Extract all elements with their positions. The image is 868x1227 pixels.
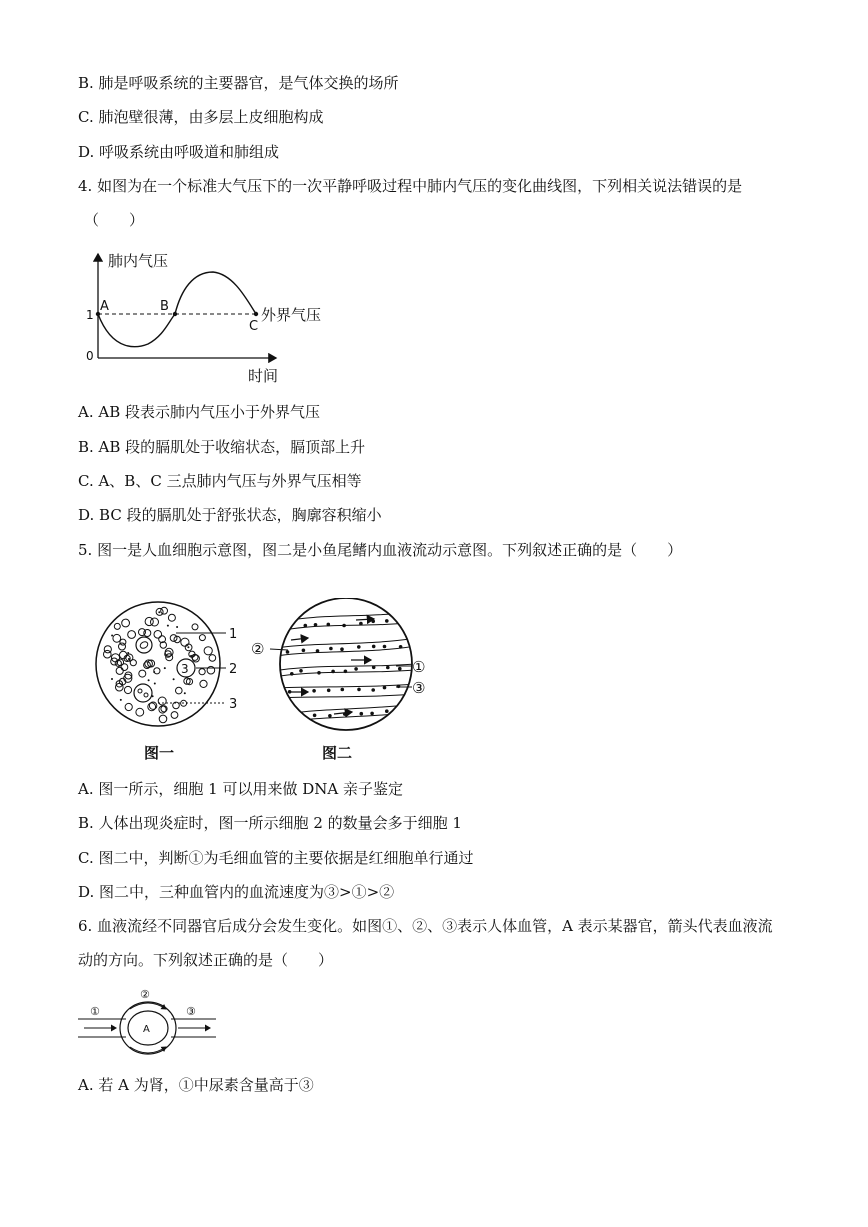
point-a-label: A [100,299,109,314]
vessel-blood-cell [287,624,291,628]
red-blood-cell [176,687,183,694]
platelet [164,667,166,669]
vessel-blood-cell [331,670,335,674]
red-blood-cell [145,617,153,625]
red-blood-cell [130,660,136,666]
vessel-blood-cell [372,645,376,649]
vessel-blood-cell [317,671,321,675]
x-axis-label: 时间 [248,367,279,385]
vessel-blood-cell [399,645,403,649]
vessel-blood-cell [359,622,363,626]
pressure-curve [98,272,259,347]
platelet [184,692,186,694]
q4-stem: 4. 如图为在一个标准大气压下的一次平静呼吸过程中肺内气压的变化曲线图，下列相关说法错误的是 [78,177,743,195]
q4-option-d: D. BC 段的膈肌处于舒张状态，胸廓容积缩小 [78,506,382,524]
red-blood-cell [159,715,167,723]
fig2-label-2: ② [251,640,265,658]
vessel-blood-cell [288,690,292,694]
vessel-blood-cell [341,688,345,692]
vessel-blood-cell [312,689,316,693]
vessel-blood-cell [327,623,331,627]
vessel-blood-cell [398,667,402,671]
vessel-blood-cell [342,624,346,628]
q4-option-b: B. AB 段的膈肌处于收缩状态，膈顶部上升 [78,438,366,456]
red-blood-cell [122,619,130,627]
loop-arrow-top [130,1003,166,1009]
platelet [187,646,189,648]
vessel-blood-cell [372,666,376,670]
vessel-blood-cell [302,691,306,695]
vessel-blood-cell [344,670,348,674]
option-b: B. 肺是呼吸系统的主要器官，是气体交换的场所 [78,74,399,92]
vessel-blood-cell [340,647,344,651]
q4-option-c: C. A、B、C 三点肺内气压与外界气压相等 [78,472,362,490]
vessel-blood-cell [357,688,361,692]
vessel-blood-cell [328,714,332,718]
red-blood-cell [199,635,205,641]
q6-stem-line2: 动的方向。下列叙述正确的是（ ） [78,951,334,969]
platelet [173,678,175,680]
red-blood-cell [104,646,111,653]
vessel-blood-cell [370,712,374,716]
q6-stem-line1: 6. 血液流经不同器官后成分会发生变化。如图①、②、③表示人体血管，A 表示某器官，箭头代表血液流 [78,917,773,935]
fish-tail-blood-flow-figure [246,598,446,768]
vessel-blood-cell [371,688,375,692]
red-blood-cell [154,631,162,639]
red-blood-cell [192,624,198,630]
vessel-blood-cell [386,666,390,670]
y-axis-label: 肺内气压 [108,252,169,270]
platelet [111,678,113,680]
vessel-blood-cell [313,714,317,718]
q5-option-b: B. 人体出现炎症时，图一所示细胞 2 的数量会多于细胞 1 [78,814,462,832]
red-blood-cell [181,638,189,646]
red-blood-cell [158,697,166,705]
white-blood-cell-2 [177,659,195,677]
vessel-blood-cell [316,649,320,653]
vessel-blood-cell [302,649,306,653]
red-blood-cell [125,703,132,710]
white-blood-cell-3 [134,684,152,702]
red-blood-cell [192,655,199,662]
red-blood-cells [104,607,216,722]
vessel-blood-cell [299,714,303,718]
fig2-outline [280,598,412,730]
vessel-blood-cell [397,685,401,689]
vessel-blood-cell [286,650,290,654]
pressure-curve-figure [78,248,348,388]
red-blood-cell [204,647,212,655]
svg-text:3: 3 [181,662,189,676]
platelet [127,652,129,654]
vessel-blood-cell [290,672,294,676]
vessel-blood-cell [401,709,405,713]
blood-cells-figure [88,598,258,768]
red-blood-cell [144,630,151,637]
vessel-blood-cell [385,709,389,713]
baseline-label: 外界气压 [261,306,322,324]
option-d: D. 呼吸系统由呼吸道和肺组成 [78,143,280,161]
platelet [158,611,160,613]
point-c-dot [254,312,258,316]
fig1-label-3: 3 [229,697,238,712]
vessel-label-3: ③ [186,1005,196,1018]
red-blood-cell [154,668,160,674]
vessel-blood-cell [383,645,387,649]
platelet [190,655,192,657]
q4-option-a: A. AB 段表示肺内气压小于外界气压 [78,403,320,421]
red-blood-cell [124,686,131,693]
red-blood-cell [168,614,175,621]
vessel-blood-cell [371,620,375,624]
point-b-dot [173,312,177,316]
q5-option-c: C. 图二中，判断①为毛细血管的主要依据是红细胞单行通过 [78,849,474,867]
fig2-label-1: ① [412,658,426,676]
vessel-blood-cell [329,647,333,651]
option-c: C. 肺泡壁很薄，由多层上皮细胞构成 [78,108,324,126]
tick-1: 1 [86,308,94,322]
point-c-label: C [249,319,259,334]
fig1-caption: 图一 [144,744,175,762]
vessel-blood-cell [285,715,289,719]
red-blood-cell [139,670,146,677]
q6-option-a: A. 若 A 为肾，①中尿素含量高于③ [78,1076,314,1094]
vessel-blood-cell [343,712,347,716]
vessel-label-1: ① [90,1005,100,1018]
point-b-label: B [160,299,169,314]
red-blood-cell [171,712,178,719]
platelet [176,626,178,628]
platelet [111,635,113,637]
q4-paren: （ ） [84,211,145,229]
vessel-blood-cell [299,669,303,673]
red-blood-cell [114,623,120,629]
vessel-blood-cell [385,619,389,623]
platelet [167,625,169,627]
white-blood-cell-1 [136,637,152,653]
fig2-label-3: ③ [412,679,426,697]
vessel-blood-cell [314,623,318,627]
vessel-blood-cell [399,619,403,623]
vessel-blood-cell [354,667,358,671]
vessel-blood-cell [357,645,361,649]
fig2-caption: 图二 [322,744,353,762]
organ-blood-flow-diagram [76,985,221,1060]
platelet [120,699,122,701]
red-blood-cell [200,680,207,687]
vessel-blood-cell [304,624,308,628]
red-blood-cell [116,667,123,674]
platelet [148,679,150,681]
red-blood-cell [120,651,127,658]
red-blood-cell [136,708,144,716]
tick-0: 0 [86,349,94,363]
fig1-label-1: 1 [229,627,238,642]
red-blood-cell [199,669,205,675]
organ-label: A [143,1024,150,1035]
q5-option-d: D. 图二中，三种血管内的血流速度为③>①>② [78,883,395,901]
platelet [153,671,155,673]
platelet [154,683,156,685]
q5-stem: 5. 图一是人血细胞示意图，图二是小鱼尾鳍内血液流动示意图。下列叙述正确的是（ ） [78,541,683,559]
red-blood-cell [170,635,177,642]
loop-arrow-bottom [130,1047,166,1053]
red-blood-cell [165,648,173,656]
red-blood-cell [161,607,168,614]
vessel-blood-cell [327,689,331,693]
red-blood-cell [209,655,216,662]
q5-option-a: A. 图一所示，细胞 1 可以用来做 DNA 亲子鉴定 [78,780,403,798]
vessel-blood-cell [360,712,364,716]
platelet [128,658,130,660]
red-blood-cell [119,643,126,650]
red-blood-cell [128,631,136,639]
fig1-label-2: 2 [229,662,238,677]
vessel-label-2: ② [140,988,150,1001]
vessel-blood-cell [383,686,387,690]
red-blood-cell [113,634,121,642]
